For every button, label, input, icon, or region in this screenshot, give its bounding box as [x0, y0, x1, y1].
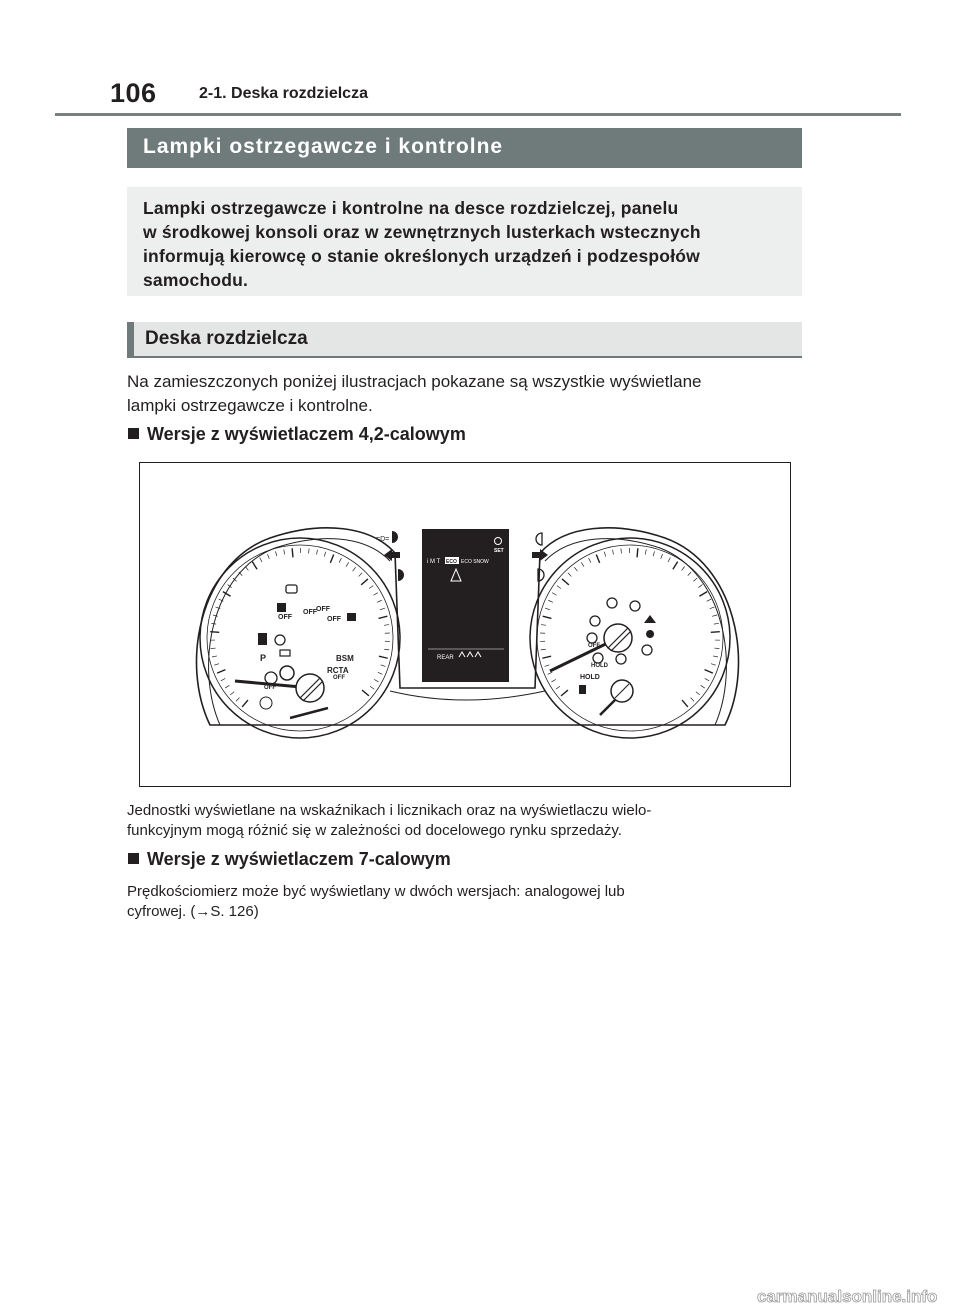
gauge-tick: [698, 585, 702, 588]
intro-line: informują kierowcę o stanie określonych urządzeń i podzespołów: [143, 246, 700, 266]
instrument-cluster-illustration: [140, 463, 790, 786]
gauge-tick: [242, 700, 248, 707]
gauge-tick: [551, 679, 555, 681]
intro-line: Lampki ostrzegawcze i kontrolne na desce rozdzielczej, panelu: [143, 198, 679, 218]
note-line: funkcyjnym mogą różnić się w zależności od docelowego rynku sprzedaży.: [127, 822, 622, 839]
left-off-2: OFF: [316, 606, 330, 613]
gauge-tick: [211, 623, 216, 624]
gauge-tick: [212, 656, 217, 657]
eco-snow-text: ECO SNOW: [461, 559, 489, 565]
body-paragraph: [127, 370, 701, 418]
gauge-tick: [379, 616, 388, 618]
bsm-label: BSM: [336, 654, 354, 663]
hold-label: HOLD: [580, 674, 600, 681]
gauge-tick: [541, 625, 546, 626]
parking-brake-icon: [607, 598, 617, 608]
gauge-tick: [236, 698, 240, 702]
units-note: [127, 801, 651, 841]
eco-badge: ECO: [446, 559, 457, 565]
left-off-1: OFF: [278, 614, 292, 621]
gauge-tick: [568, 573, 571, 577]
gauge-tick: [714, 623, 719, 624]
body-line: lampki ostrzegawcze i kontrolne.: [127, 396, 373, 415]
left-turn-arrow-icon: [384, 549, 400, 561]
gauge-tick: [556, 686, 560, 689]
gauge-tick: [691, 698, 695, 702]
gauge-tick: [317, 550, 318, 555]
watermark: [757, 1286, 953, 1308]
gauge-tick: [596, 555, 599, 563]
gauge-tick: [221, 678, 225, 680]
brake-system-icon: [616, 654, 626, 664]
gauge-tick: [693, 578, 697, 581]
epb-off-icon: [587, 633, 597, 643]
square-bullet-icon: [128, 853, 139, 864]
gauge-tick: [370, 686, 374, 689]
gauge-tick: [252, 562, 257, 570]
gauge-tick: [682, 700, 688, 707]
seatbelt-icon: [644, 615, 656, 623]
battery-icon: [280, 650, 290, 656]
gauge-tick: [213, 615, 218, 616]
gauge-tick: [613, 550, 614, 555]
gauge-tick: [362, 690, 369, 696]
gauge-tick: [211, 648, 216, 649]
gauge-tick: [682, 567, 685, 571]
position-light-icon: =D=: [376, 536, 390, 543]
hold-small-label: HOLD: [591, 663, 608, 669]
right-off-label: OFF: [588, 643, 600, 649]
gauge-tick: [552, 593, 556, 596]
heading-42-text: Wersje z wyświetlaczem 4,2-calowym: [147, 424, 466, 444]
gauge-tick: [548, 600, 553, 602]
gauge-tick: [696, 692, 700, 695]
gauge-tick: [637, 548, 638, 557]
gauge-tick: [542, 656, 551, 658]
gauge-tick: [557, 586, 561, 589]
gauge-tick: [711, 664, 716, 666]
gauge-tick: [714, 648, 719, 649]
auto-icon: [280, 666, 294, 680]
gauge-tick: [712, 615, 717, 616]
gauge-tick: [621, 548, 622, 553]
a-off-label: OFF: [264, 685, 276, 691]
gauge-tick: [673, 562, 678, 570]
gauge-tick: [541, 649, 546, 650]
set-text: SET: [494, 548, 504, 554]
gauge-tick: [245, 567, 248, 571]
gauge-tick: [374, 679, 378, 681]
engine-check-icon: [286, 585, 297, 593]
gauge-tick: [645, 549, 646, 554]
gauge-tick: [711, 632, 720, 633]
gauge-tick: [292, 548, 293, 557]
gauge-tick: [668, 558, 670, 562]
p-label: P: [260, 653, 267, 663]
auto-stop-icon: [265, 672, 277, 684]
gauge-tick: [705, 670, 713, 674]
gauge-tick: [688, 572, 691, 576]
high-beam-icon: [392, 531, 398, 543]
gauge-tick: [653, 551, 654, 556]
watermark-text: carmanualsonline.info: [757, 1287, 938, 1306]
gauge-tick: [369, 586, 373, 589]
gauge-tick: [377, 600, 382, 602]
gauge-tick: [346, 562, 349, 566]
gauge-tick: [339, 558, 341, 562]
chapter-title: 2-1. Deska rozdzielcza: [199, 85, 368, 102]
gauge-tick: [713, 656, 718, 657]
header-rule: [55, 113, 901, 116]
gauge-tick: [543, 616, 552, 618]
gauge-tick: [384, 649, 389, 650]
headlight-icon: [398, 569, 404, 581]
brake-warning-icon: [630, 601, 640, 611]
gauge-tick: [548, 672, 553, 674]
gauge-tick: [545, 608, 550, 610]
intro-line: w środkowej konsoli oraz w zewnętrznych lusterkach wstecznych: [143, 222, 701, 242]
gauge-tick: [361, 579, 368, 585]
intro-line: samochodu.: [143, 270, 249, 290]
heading-7-inch: [128, 849, 451, 870]
left-off-3: OFF: [327, 616, 341, 623]
gauge-tick: [275, 551, 276, 556]
left-off-4: OFF: [303, 609, 317, 616]
gauge-tick: [230, 692, 234, 695]
dashboard-figure: [139, 462, 791, 787]
front-fog-icon: [536, 533, 542, 545]
gauge-tick: [378, 672, 383, 674]
gauge-tick: [373, 593, 377, 596]
gauge-tick: [705, 678, 709, 680]
note7-line: Prędkościomierz może być wyświetlany w dwóch wersjach: analogowej lub: [127, 883, 625, 900]
airbag-icon: [646, 630, 654, 638]
square-bullet-icon: [128, 428, 139, 439]
section-banner: Lampki ostrzegawcze i kontrolne: [127, 128, 802, 168]
gauge-tick: [661, 554, 663, 559]
gauge-tick: [581, 562, 584, 566]
gauge-tick: [359, 573, 362, 577]
brake-hold-icon: [593, 653, 603, 663]
gauge-tick: [604, 552, 605, 557]
fuel-pump-icon: [579, 685, 586, 694]
abs-icon: [590, 616, 600, 626]
brake-icon: [642, 645, 652, 655]
speedometer-note: [127, 882, 625, 922]
gauge-tick: [699, 592, 707, 597]
page-number: 106: [110, 78, 157, 108]
rear-text: REAR: [437, 655, 454, 661]
parking-sensor-icon: [347, 613, 356, 621]
right-turn-arrow-icon: [532, 549, 548, 561]
gauge-tick: [353, 567, 356, 571]
note-line: Jednostki wyświetlane na wskaźnikach i licznikach oraz na wyświetlaczu wielo-: [127, 802, 652, 819]
gauge-tick: [574, 567, 577, 571]
rcta-label: RCTA: [327, 666, 349, 675]
gauge-tick: [384, 625, 389, 626]
gauge-tick: [589, 558, 591, 562]
gauge-tick: [710, 607, 715, 609]
warning-lamp-icon: [260, 697, 272, 709]
gauge-tick: [260, 558, 262, 562]
body-line: Na zamieszczonych poniżej ilustracjach pokazane są wszystkie wyświetlane: [127, 372, 702, 391]
gauge-tick: [214, 664, 219, 666]
car-skid-icon: [277, 603, 286, 612]
gauge-tick: [267, 554, 269, 559]
heading-42-inch: [128, 424, 466, 445]
gauge-tick: [707, 599, 712, 601]
subsection-banner: Deska rozdzielcza: [127, 322, 802, 358]
gauge-tick: [309, 548, 310, 553]
gauge-tick: [545, 665, 550, 667]
gauge-tick: [210, 632, 219, 633]
gauge-tick: [381, 665, 386, 667]
imt-text: i M T: [427, 559, 441, 565]
gauge-tick: [330, 555, 333, 563]
gauge-tick: [380, 608, 385, 610]
note7-line: cyfrowej. (→S. 126): [127, 903, 259, 920]
gauge-tick: [561, 690, 568, 696]
gauge-tick: [701, 685, 705, 688]
gauge-tick: [225, 685, 229, 688]
gauge-tick: [324, 552, 325, 557]
gauge-tick: [217, 670, 225, 674]
gauge-tick: [284, 549, 285, 554]
oil-icon: [258, 633, 267, 645]
rcta-off-label: OFF: [333, 675, 345, 681]
gauge-tick: [562, 579, 569, 585]
intro-box: [127, 187, 802, 296]
heading-7-text: Wersje z wyświetlaczem 7-calowym: [147, 849, 451, 869]
gauge-tick: [379, 656, 388, 658]
tire-pressure-icon: [275, 635, 285, 645]
